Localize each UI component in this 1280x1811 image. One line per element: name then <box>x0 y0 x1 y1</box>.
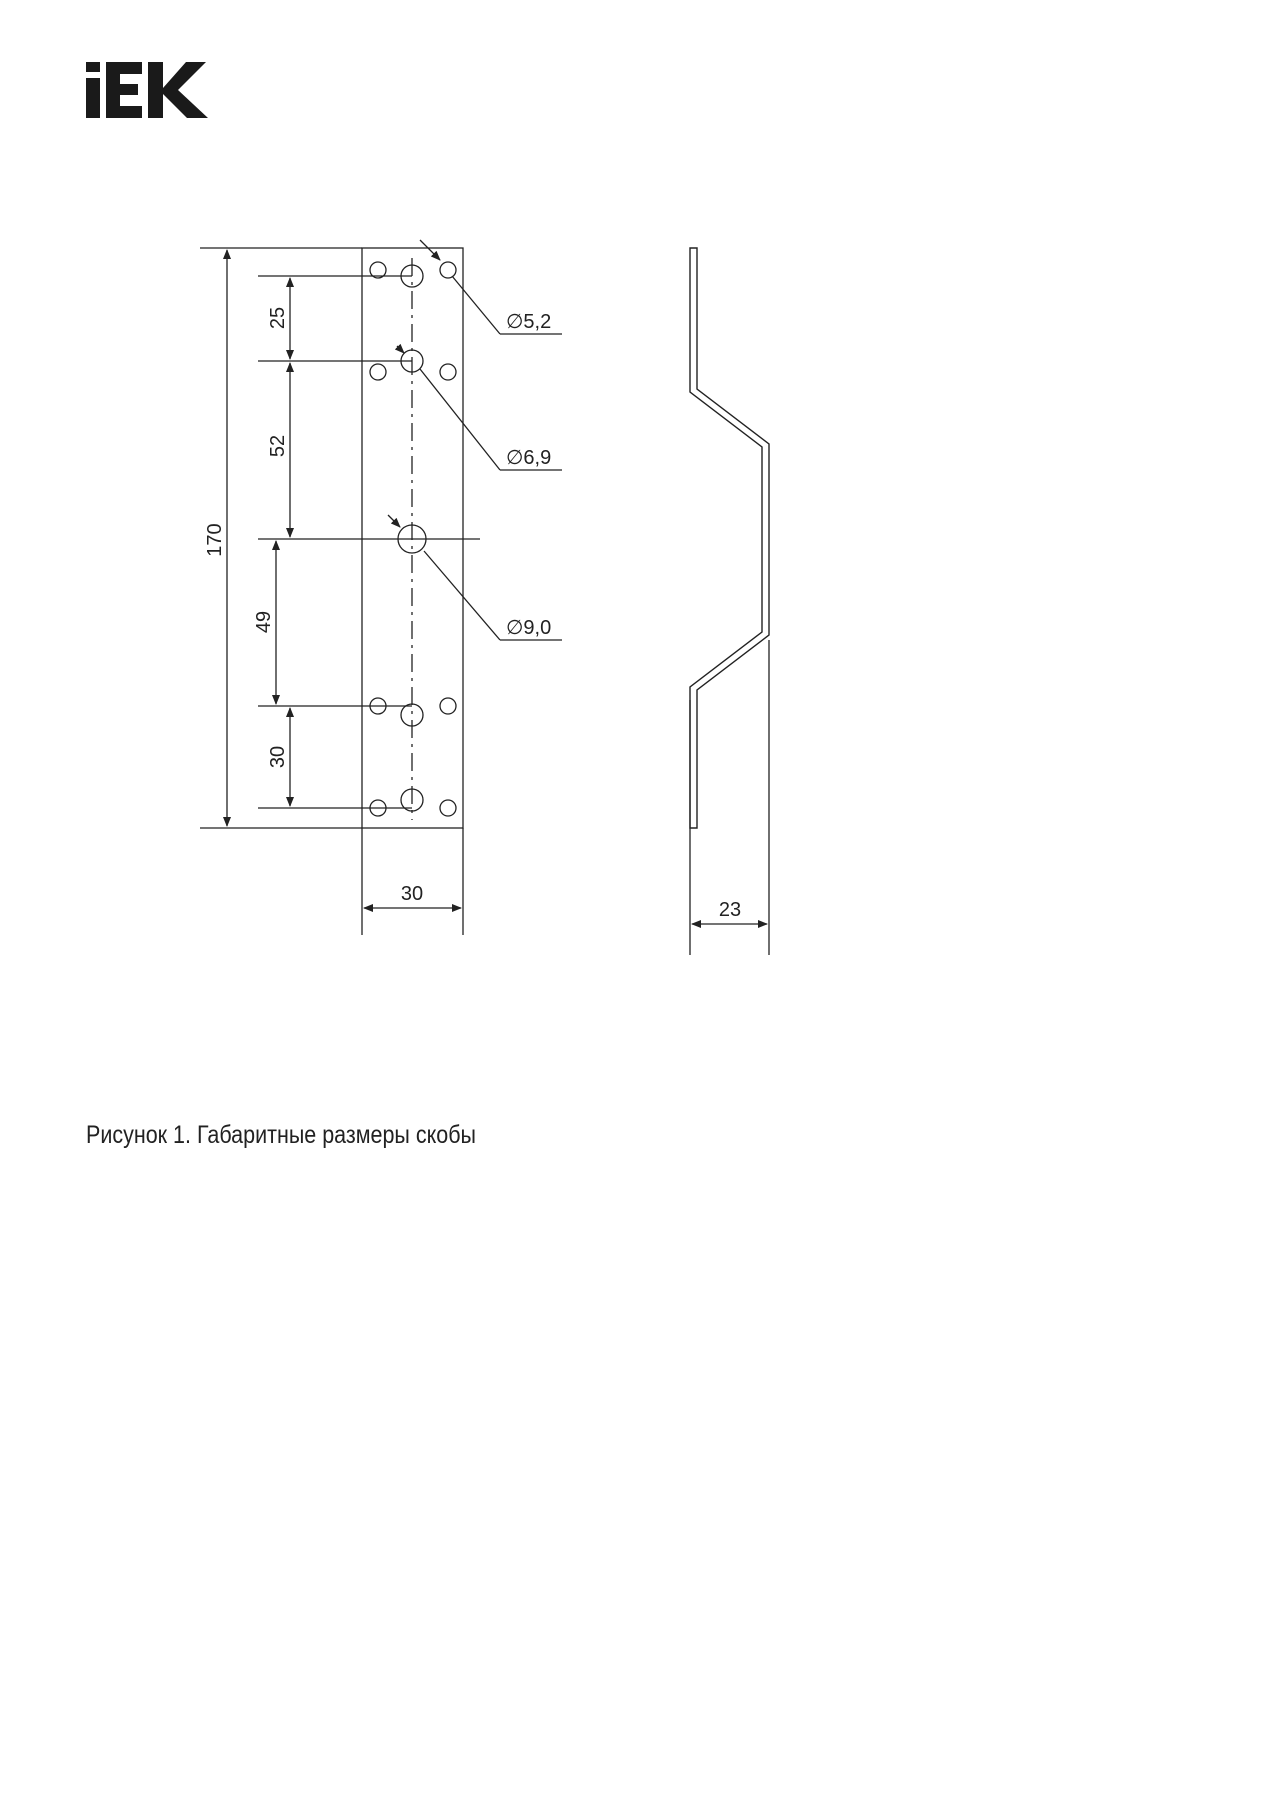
hole-small <box>370 364 386 380</box>
hole-small-label: ∅5,2 <box>506 311 552 333</box>
hole-medium-label: ∅6,9 <box>506 447 552 469</box>
dim-25-label: 25 <box>267 306 289 330</box>
hole-large-label: ∅9,0 <box>506 617 552 639</box>
hole-small <box>440 800 456 816</box>
dim-49-label: 49 <box>253 610 275 634</box>
hole-small <box>440 364 456 380</box>
dim-30v-label: 30 <box>267 745 289 769</box>
hole-small <box>440 698 456 714</box>
dim-offset-label: 23 <box>718 899 742 921</box>
dim-52-label: 52 <box>267 434 289 458</box>
dim-total-label: 170 <box>204 523 226 557</box>
bracket-profile <box>690 248 769 828</box>
dim-width-label: 30 <box>400 883 424 905</box>
hole-small <box>440 262 456 278</box>
figure-caption: Рисунок 1. Габаритные размеры скобы <box>86 1121 476 1149</box>
